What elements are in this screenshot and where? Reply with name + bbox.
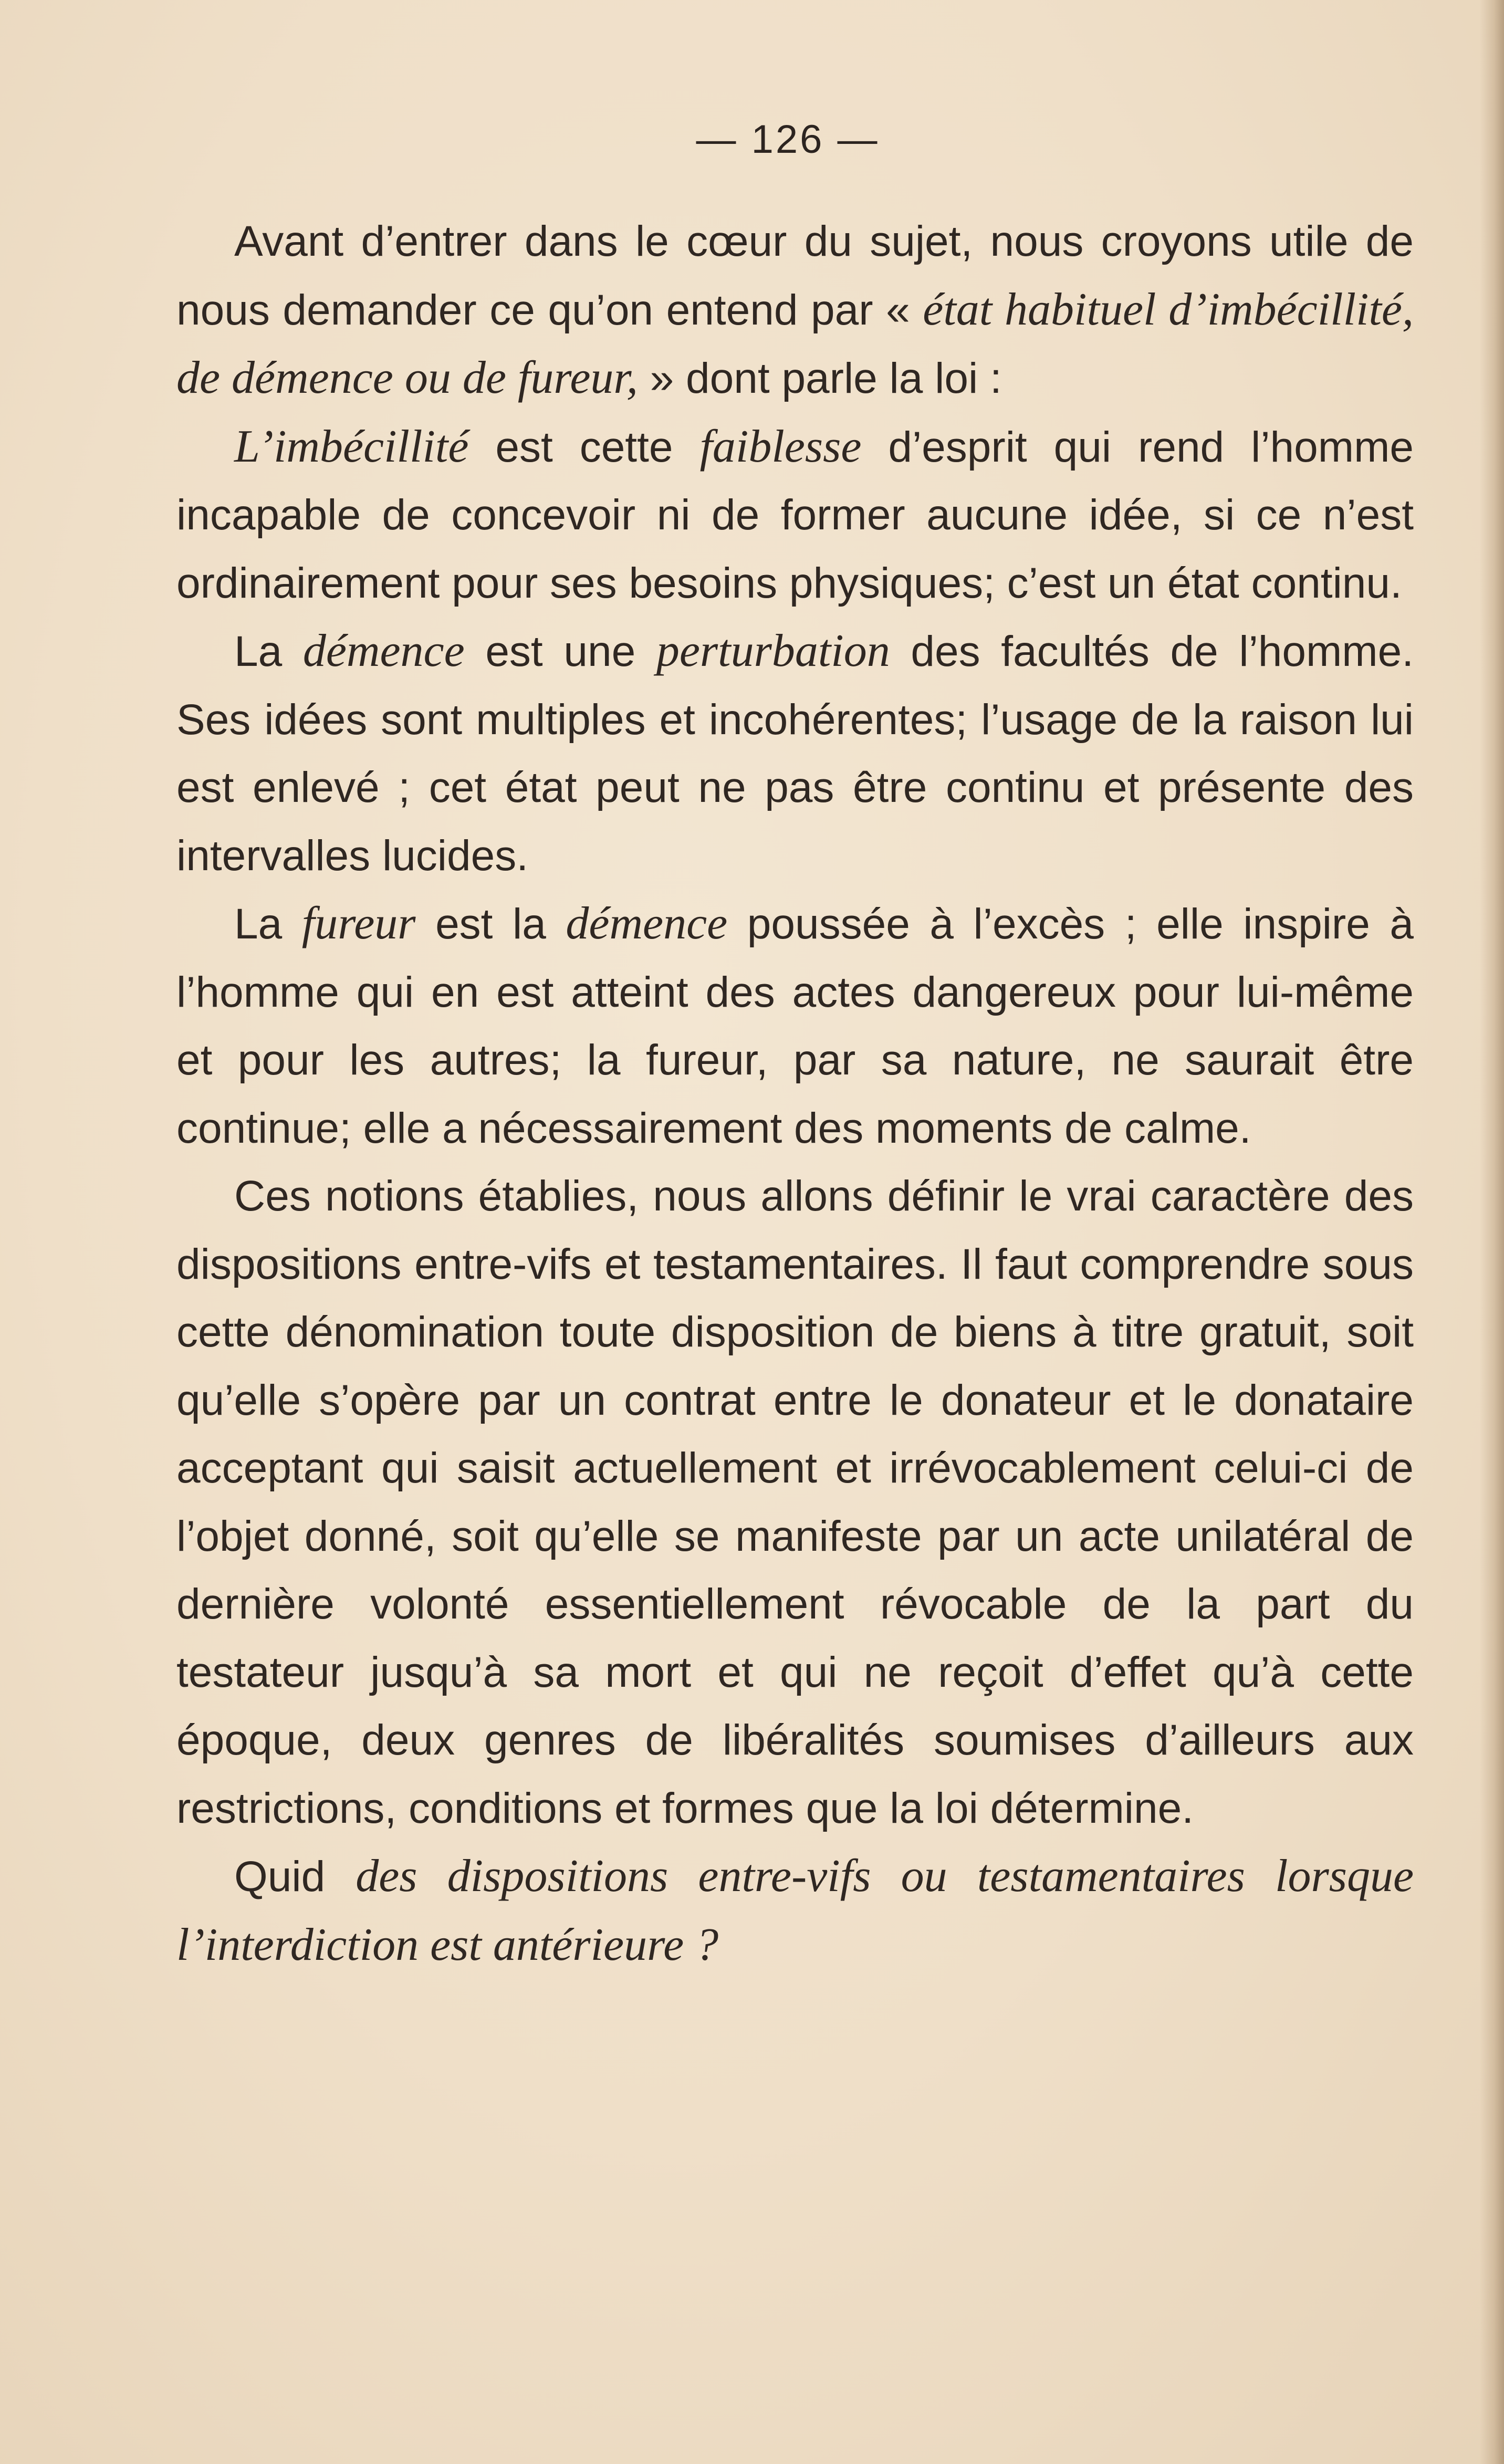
text-span: Avant d’entrer dans le cœur du sujet, nous croyons utile de nous demander ce qu’on entend par « [176, 217, 1414, 334]
italic-span: L’imbécillité [234, 421, 469, 472]
paragraph-demence [176, 617, 1414, 890]
italic-span: faiblesse [699, 421, 862, 472]
text-span: d’esprit qui rend l’homme incapable de concevoir ni de former aucune idée, si ce n’est ordinairement pour ses besoins physiques; c’est un état continu. [176, 423, 1414, 607]
text-span: poussée à l’excès ; elle inspire à l’homme qui en est atteint des actes dangereux pour lui-même et pour les autres; la fureur, par sa nature, ne saurait être continue; elle a nécessairement des moments de calme. [176, 900, 1414, 1152]
paragraph-intro [176, 207, 1414, 413]
text-span: est cette [468, 423, 700, 471]
italic-span: démence [302, 625, 465, 676]
text-span: » dont parle la loi : [638, 354, 1002, 402]
italic-span: fureur [301, 898, 416, 949]
page-number: — 126 — [696, 117, 880, 162]
page-edge-shadow [1480, 0, 1504, 2464]
text-span: des facultés de l’homme. Ses idées sont multiples et incohérentes; l’usage de la raison lui est enlevé ; cet état peut ne pas être continu et présente des intervalles lucides. [176, 628, 1414, 880]
text-span: est une [464, 628, 656, 675]
italic-span: état habituel d’imbécillité, de démence ou de fureur, [176, 284, 1414, 403]
paragraph-quid [176, 1842, 1414, 1979]
text-span: Quid [234, 1853, 356, 1901]
italic-span: démence [566, 898, 728, 949]
body-text [176, 207, 1414, 1979]
text-span: La [234, 900, 302, 948]
italic-span: des dispositions entre-vifs ou testamentaires lorsque l’interdiction est antérieure ? [176, 1851, 1414, 1970]
paragraph-imbecillite [176, 413, 1414, 618]
paragraph-dispositions: Ces notions établies, nous allons définir le vrai caractère des dispositions entre-vifs et testamentaires. Il faut comprendre sous cette dénomination toute disposition de biens à titre gratuit, soit qu’elle s’opère par un contrat entre le donateur et le donataire acceptant qui saisit actuellement et irrévocablement celui-ci de l’objet donné, soit qu’elle se manifeste par un acte unilatéral de dernière volonté essentiellement révocable de la part du testateur jusqu’à sa mort et qui ne reçoit d’effet qu’à cette époque, deux genres de libéralités soumises d’ailleurs aux restrictions, conditions et formes que la loi détermine. [176, 1172, 1414, 1832]
text-span: La [234, 628, 303, 675]
text-span: est la [415, 900, 566, 948]
paragraph-fureur [176, 890, 1414, 1162]
italic-span: perturbation [656, 625, 890, 676]
